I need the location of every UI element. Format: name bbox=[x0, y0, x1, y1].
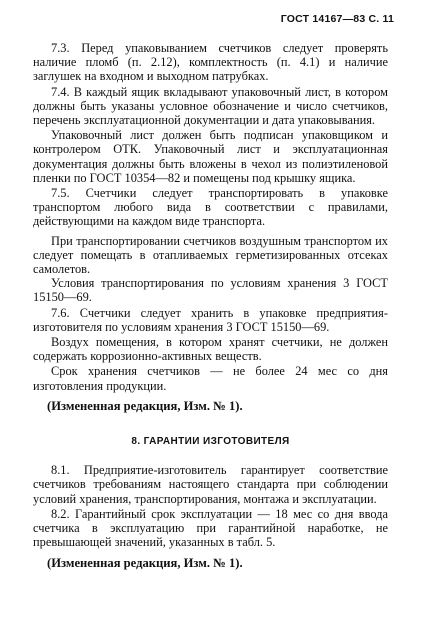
section-title-8: 8. ГАРАНТИИ ИЗГОТОВИТЕЛЯ bbox=[131, 436, 290, 448]
paragraph-8-2: 8.2. Гарантийный срок эксплуатации — 18 мес со дня ввода счетчика в эксплуатацию при гарантийной наработке, не превышающей значений, указанных в табл. 5. bbox=[33, 506, 388, 550]
page-body bbox=[33, 41, 388, 570]
amendment-note-2: (Измененная редакция, Изм. № 1). bbox=[47, 555, 243, 570]
paragraph-transport-conditions: Условия транспортирования по условиям хранения 3 ГОСТ 15150—69. bbox=[33, 276, 388, 305]
amendment-note-1: (Измененная редакция, Изм. № 1). bbox=[47, 398, 243, 413]
page-header: ГОСТ 14167—83 С. 11 bbox=[280, 13, 394, 25]
paragraph-packing-list: Упаковочный лист должен быть подписан упаковщиком и контролером ОТК. Упаковочный лист и эксплуатационная документация должны быть вложены в чехол из полиэтиленовой пленки по ГОСТ 10354—82 и помещены под крышку ящика. bbox=[33, 128, 388, 185]
paragraph-7-5: 7.5. Счетчики следует транспортировать в упаковке транспортом любого вида в соответствии с правилами, действующими на каждом виде транспорта. bbox=[33, 186, 388, 229]
paragraph-storage-period: Срок хранения счетчиков — не более 24 мес со дня изготовления продукции. bbox=[33, 364, 388, 393]
paragraph-7-3: 7.3. Перед упаковыванием счетчиков следует проверять наличие пломб (п. 2.12), комплектность (п. 4.1) и наличие заглушек на входном и выходном патрубках. bbox=[33, 41, 388, 84]
paragraph-air-transport: При транспортировании счетчиков воздушным транспортом их следует помещать в отапливаемых герметизированных отсеках самолетов. bbox=[33, 233, 388, 277]
paragraph-air-in-room: Воздух помещения, в котором хранят счетчики, не должен содержать коррозионно-активных веществ. bbox=[33, 335, 388, 364]
paragraph-8-1: 8.1. Предприятие-изготовитель гарантирует соответствие счетчиков требованиям настоящего стандарта при соблюдении условий хранения, транспортирования, монтажа и эксплуатации. bbox=[33, 463, 388, 506]
paragraph-7-4: 7.4. В каждый ящик вкладывают упаковочный лист, в котором должны быть указаны условное обозначение и число счетчиков, перечень эксплуатационной документации и дата упаковывания. bbox=[33, 84, 388, 128]
paragraph-7-6: 7.6. Счетчики следует хранить в упаковке предприятия-изготовителя по условиям хранения 3 ГОСТ 15150—69. bbox=[33, 305, 388, 334]
